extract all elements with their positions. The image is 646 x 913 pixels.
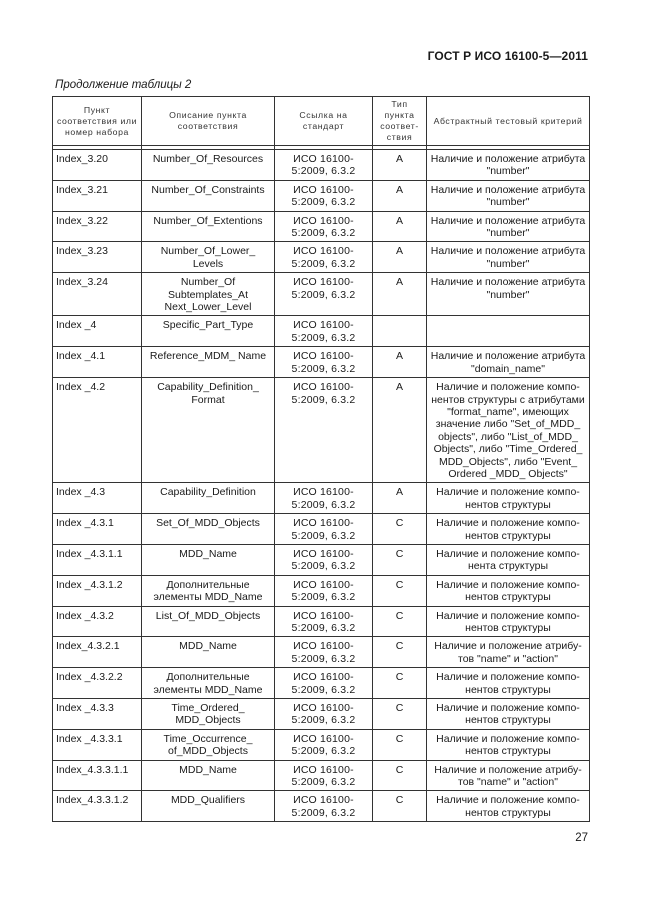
column-header: Абстрактный тестовый критерий: [427, 97, 590, 146]
row-description: Дополнительные элементы MDD_Name: [142, 668, 275, 699]
row-index: Index _4.3.2: [53, 606, 142, 637]
row-criterion: Наличие и положение компо-нентов структуры: [427, 791, 590, 822]
row-criterion: Наличие и положение атрибу-тов "name" и "action": [427, 760, 590, 791]
column-header: Пункт соответствия или номер набора: [53, 97, 142, 146]
row-criterion: Наличие и положение атрибута "number": [427, 242, 590, 273]
row-reference: ИСО 16100-5:2009, 6.3.2: [275, 150, 373, 181]
row-index: Index_4.3.3.1.1: [53, 760, 142, 791]
row-reference: ИСО 16100-5:2009, 6.3.2: [275, 378, 373, 483]
row-index: Index_3.23: [53, 242, 142, 273]
table-row: [53, 347, 590, 378]
row-criterion: Наличие и положение атрибута "domain_name": [427, 347, 590, 378]
row-criterion: Наличие и положение компо-нентов структуры: [427, 699, 590, 730]
row-criterion: Наличие и положение компо-нентов структуры: [427, 514, 590, 545]
row-type: C: [373, 575, 427, 606]
row-index: Index _4.3.1.2: [53, 575, 142, 606]
row-type: A: [373, 483, 427, 514]
conformance-table: [52, 96, 590, 822]
table-row: [53, 668, 590, 699]
row-reference: ИСО 16100-5:2009, 6.3.2: [275, 699, 373, 730]
table-row: [53, 211, 590, 242]
row-description: Capability_Definition: [142, 483, 275, 514]
row-criterion: Наличие и положение компо-нентов структуры: [427, 668, 590, 699]
row-description: Time_Occurrence_ of_MDD_Objects: [142, 729, 275, 760]
row-description: Дополнительные элементы MDD_Name: [142, 575, 275, 606]
table-caption: Продолжение таблицы 2: [55, 79, 192, 91]
row-type: C: [373, 791, 427, 822]
row-index: Index_3.22: [53, 211, 142, 242]
row-type: C: [373, 699, 427, 730]
table-row: [53, 242, 590, 273]
row-description: Specific_Part_Type: [142, 316, 275, 347]
row-index: Index _4.3.3: [53, 699, 142, 730]
row-index: Index _4.1: [53, 347, 142, 378]
table-header-row: [53, 97, 590, 146]
table-row: [53, 180, 590, 211]
table-row: [53, 575, 590, 606]
row-type: C: [373, 668, 427, 699]
row-description: Capability_Definition_ Format: [142, 378, 275, 483]
column-header: Ссылка на стандарт: [275, 97, 373, 146]
row-description: Number_Of_Extentions: [142, 211, 275, 242]
row-type: C: [373, 760, 427, 791]
table-row: [53, 150, 590, 181]
table-row: [53, 699, 590, 730]
row-type: A: [373, 242, 427, 273]
table-row: [53, 637, 590, 668]
row-description: Number_Of_Resources: [142, 150, 275, 181]
row-reference: ИСО 16100-5:2009, 6.3.2: [275, 211, 373, 242]
row-reference: ИСО 16100-5:2009, 6.3.2: [275, 729, 373, 760]
row-description: Number_Of_Lower_ Levels: [142, 242, 275, 273]
row-index: Index_3.24: [53, 273, 142, 316]
row-description: MDD_Name: [142, 760, 275, 791]
row-reference: ИСО 16100-5:2009, 6.3.2: [275, 668, 373, 699]
row-index: Index _4.3.1: [53, 514, 142, 545]
table-row: [53, 544, 590, 575]
row-type: A: [373, 378, 427, 483]
row-criterion: Наличие и положение компо-нента структуры: [427, 544, 590, 575]
row-type: C: [373, 729, 427, 760]
table-row: [53, 273, 590, 316]
row-criterion: Наличие и положение компо-нентов структуры с атрибутами "format_name", имеющих значение либо "Set_of_MDD_ objects", либо "List_of_MDD_ Objects", либо "Time_Ordered_ MDD_Objects", либо "Event_ Ordered _MDD_ Objects": [427, 378, 590, 483]
row-index: Index_4.3.2.1: [53, 637, 142, 668]
document-code: ГОСТ Р ИСО 16100-5—2011: [427, 49, 588, 63]
table-row: [53, 514, 590, 545]
row-reference: ИСО 16100-5:2009, 6.3.2: [275, 637, 373, 668]
row-type: C: [373, 606, 427, 637]
row-description: Reference_MDM_ Name: [142, 347, 275, 378]
row-index: Index _4.3.3.1: [53, 729, 142, 760]
table-row: [53, 606, 590, 637]
row-index: Index _4.3: [53, 483, 142, 514]
row-type: C: [373, 544, 427, 575]
row-description: Time_Ordered_ MDD_Objects: [142, 699, 275, 730]
row-description: MDD_Qualifiers: [142, 791, 275, 822]
row-criterion: Наличие и положение компо-нентов структуры: [427, 729, 590, 760]
row-reference: ИСО 16100-5:2009, 6.3.2: [275, 180, 373, 211]
table-row: [53, 791, 590, 822]
row-type: A: [373, 180, 427, 211]
row-criterion: Наличие и положение компо-нентов структуры: [427, 606, 590, 637]
table-row: [53, 760, 590, 791]
row-criterion: Наличие и положение атрибута "number": [427, 150, 590, 181]
table-row: [53, 378, 590, 483]
row-type: A: [373, 347, 427, 378]
table-row: [53, 316, 590, 347]
row-reference: ИСО 16100-5:2009, 6.3.2: [275, 760, 373, 791]
row-criterion: Наличие и положение атрибута "number": [427, 211, 590, 242]
row-description: List_Of_MDD_Objects: [142, 606, 275, 637]
table-row: [53, 483, 590, 514]
row-reference: ИСО 16100-5:2009, 6.3.2: [275, 316, 373, 347]
row-reference: ИСО 16100-5:2009, 6.3.2: [275, 575, 373, 606]
row-reference: ИСО 16100-5:2009, 6.3.2: [275, 606, 373, 637]
row-reference: ИСО 16100-5:2009, 6.3.2: [275, 514, 373, 545]
page-number: 27: [575, 832, 588, 844]
column-header: Описание пункта соответствия: [142, 97, 275, 146]
row-type: C: [373, 514, 427, 545]
row-criterion: Наличие и положение атрибу-тов "name" и "action": [427, 637, 590, 668]
row-index: Index_3.20: [53, 150, 142, 181]
row-description: Number_Of_Constraints: [142, 180, 275, 211]
row-criterion: Наличие и положение атрибута "number": [427, 180, 590, 211]
row-index: Index _4: [53, 316, 142, 347]
row-reference: ИСО 16100-5:2009, 6.3.2: [275, 273, 373, 316]
row-reference: ИСО 16100-5:2009, 6.3.2: [275, 242, 373, 273]
row-index: Index _4.2: [53, 378, 142, 483]
column-header: Тип пункта соответ- ствия: [373, 97, 427, 146]
row-description: Number_Of Subtemplates_At Next_Lower_Level: [142, 273, 275, 316]
row-reference: ИСО 16100-5:2009, 6.3.2: [275, 483, 373, 514]
row-index: Index _4.3.1.1: [53, 544, 142, 575]
row-reference: ИСО 16100-5:2009, 6.3.2: [275, 347, 373, 378]
row-criterion: [427, 316, 590, 347]
row-type: [373, 316, 427, 347]
row-index: Index_3.21: [53, 180, 142, 211]
row-reference: ИСО 16100-5:2009, 6.3.2: [275, 791, 373, 822]
row-reference: ИСО 16100-5:2009, 6.3.2: [275, 544, 373, 575]
row-criterion: Наличие и положение атрибута "number": [427, 273, 590, 316]
table-row: [53, 729, 590, 760]
row-index: Index _4.3.2.2: [53, 668, 142, 699]
row-type: A: [373, 150, 427, 181]
row-type: C: [373, 637, 427, 668]
row-index: Index_4.3.3.1.2: [53, 791, 142, 822]
row-description: MDD_Name: [142, 544, 275, 575]
row-criterion: Наличие и положение компо-нентов структуры: [427, 483, 590, 514]
row-criterion: Наличие и положение компо-нентов структуры: [427, 575, 590, 606]
row-type: A: [373, 211, 427, 242]
row-description: Set_Of_MDD_Objects: [142, 514, 275, 545]
row-type: A: [373, 273, 427, 316]
row-description: MDD_Name: [142, 637, 275, 668]
